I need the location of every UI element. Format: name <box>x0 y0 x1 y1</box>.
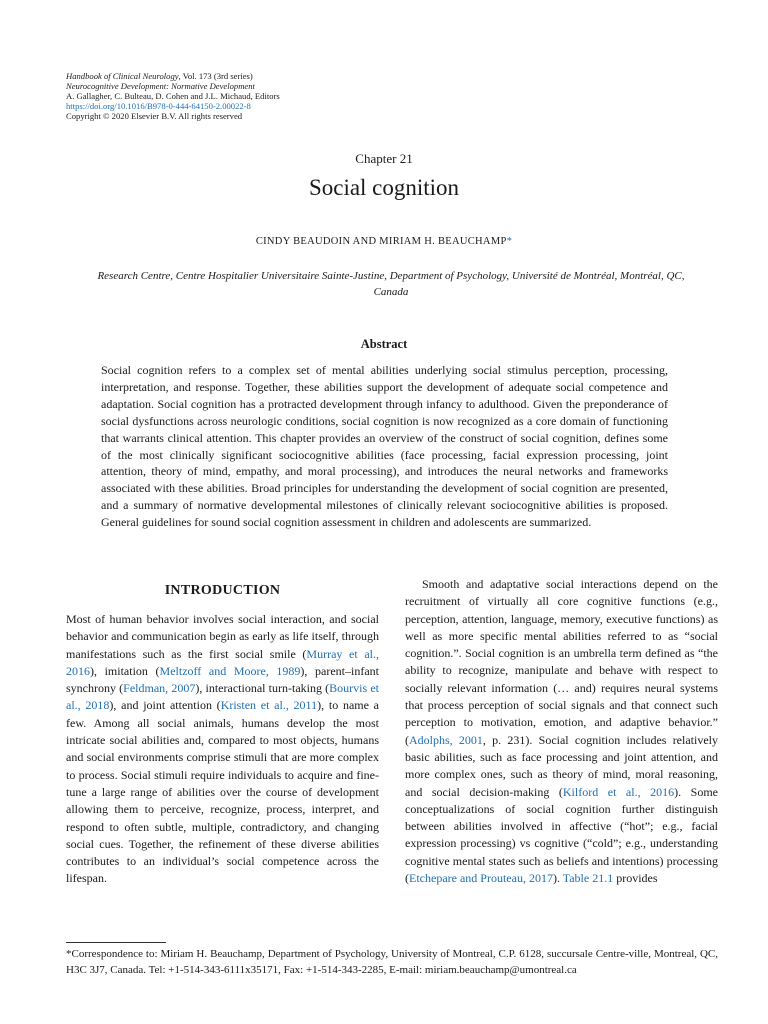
affiliation: Research Centre, Centre Hospitalier Universitaire Sainte-Justine, Department of Psychology, Université de Montréal, Montréal, QC, Canada <box>97 270 685 298</box>
citation-link[interactable]: Murray et al., 2016 <box>66 646 380 678</box>
chapter-number: Chapter 21 <box>355 151 413 166</box>
citation-link[interactable]: Adolphs, 2001 <box>409 732 483 747</box>
body-text: ), interactional turn-taking ( <box>195 681 330 696</box>
body-text: ), and joint attention ( <box>109 698 221 713</box>
author-footnote-mark[interactable]: * <box>506 236 513 247</box>
author-line <box>0 236 768 247</box>
series-title: Handbook of Clinical Neurology <box>66 71 179 81</box>
book-subtitle: Neurocognitive Development: Normative Development <box>66 81 255 91</box>
doi-link[interactable]: https://doi.org/10.1016/B978-0-444-64150-2.00022-8 <box>66 101 251 111</box>
abstract-heading: Abstract <box>360 337 408 351</box>
citation-link[interactable]: Bourvis et al., 2018 <box>66 681 379 713</box>
abstract-text: Social cognition refers to a complex set of mental abilities underlying social stimulus perception, processing, interpretation, and response. Together, these abilities support the development of adequate social competence and adaptation. Social cognition has a protracted development through infancy to adulthood. Given the preponderance of social dysfunctions across neurologic conditions, social cognition is now recognized as a core domain of functioning that warrants clinical attention. This chapter provides an overview of the construct of social cognition, defines some of the most clinically significant sociocognitive abilities (face processing, facial expression processing, joint attention, theory of mind, empathy, and moral processing), and introduces the neural networks and frameworks associated with these abilities. Broad principles for understanding the development of social cognition are presented, and a summary of normative developmental milestones of clinically relevant sociocognitive abilities is proposed. General guidelines for sound social cognition assessment in children and adolescents are summarized. <box>101 363 668 530</box>
left-column <box>66 611 379 888</box>
copyright-line: Copyright © 2020 Elsevier B.V. All rights reserved <box>66 111 243 121</box>
authors: CINDY BEAUDOIN AND MIRIAM H. BEAUCHAMP <box>255 236 507 247</box>
body-text: ), imitation ( <box>90 663 160 678</box>
body-text: provides <box>613 871 658 886</box>
intro-paragraph-1 <box>66 611 379 888</box>
series-volume: , Vol. 173 (3rd series) <box>178 71 253 81</box>
series-line <box>66 71 280 81</box>
introduction-heading: INTRODUCTION <box>164 583 281 598</box>
footnote-rule <box>66 942 166 943</box>
publication-header <box>66 71 280 121</box>
intro-paragraph-2 <box>405 576 718 887</box>
citation-link[interactable]: Meltzoff and Moore, 1989 <box>159 663 301 678</box>
citation-link[interactable]: Kristen et al., 2011 <box>220 698 318 713</box>
citation-link[interactable]: Kilford et al., 2016 <box>562 784 675 799</box>
citation-link[interactable]: Feldman, 2007 <box>123 681 196 696</box>
body-text: ), parent–infant synchrony ( <box>66 663 379 696</box>
chapter-title: Social cognition <box>308 175 460 200</box>
right-column <box>405 576 718 887</box>
editors-line: A. Gallagher, C. Bulteau, D. Cohen and J.L. Michaud, Editors <box>66 91 280 101</box>
correspondence-footnote: *Correspondence to: Miriam H. Beauchamp, Department of Psychology, University of Montreal, C.P. 6128, succursale Centre-ville, Montreal, QC, H3C 3J7, Canada. Tel: +1-514-343-6111x35171, Fax: +1-514-343-2285, E-mail: miriam.beauchamp@umontreal.ca <box>66 948 718 976</box>
table-link[interactable]: Table 21.1 <box>562 871 614 886</box>
body-text: ). Some conceptualizations of social cognition further distinguish between abilities involved in affective (“hot”; e.g., facial expression processing) vs cognitive (“cold”; e.g., understanding cognitive mental states such as beliefs and intentions) processing ( <box>405 784 718 886</box>
body-text: ), to name a few. Among all social animals, humans develop the most intricate social abilities and, compared to most objects, humans and social environments comprise stimuli that are more complex to process. Social stimuli require individuals to acquire and fine-tune a large range of abilities over the course of development allowing them to perceive, recognize, process, interpret, and respond to often subtle, multiple, contradictory, and changing social cues. Together, the refinement of these diverse abilities contributes to an individual’s social competence across the lifespan. <box>66 698 379 886</box>
citation-link[interactable]: Etchepare and Prouteau, 2017 <box>409 871 553 886</box>
body-text: Most of human behavior involves social interaction, and social behavior and communication begin as early as life itself, through manifestations such as the first social smile ( <box>66 612 379 661</box>
body-text: ). <box>552 871 563 886</box>
body-text: , p. 231). Social cognition includes relatively basic abilities, such as face processing and joint attention, and more complex ones, such as theory of mind, moral reasoning, and social decision-making ( <box>405 732 719 799</box>
body-text: Smooth and adaptative social interactions depend on the recruitment of virtually all core cognitive functions (e.g., perception, attention, language, memory, executive functions) as well as more specific mental abilities referred to as “social cognition.”. Social cognition is an umbrella term defined as “the ability to recognize, manipulate and behave with respect to socially relevant information (… and) requires neural systems that process perception of social signals and that connect such perception to motivation, emotion, and adaptive behavior.” ( <box>405 577 718 747</box>
